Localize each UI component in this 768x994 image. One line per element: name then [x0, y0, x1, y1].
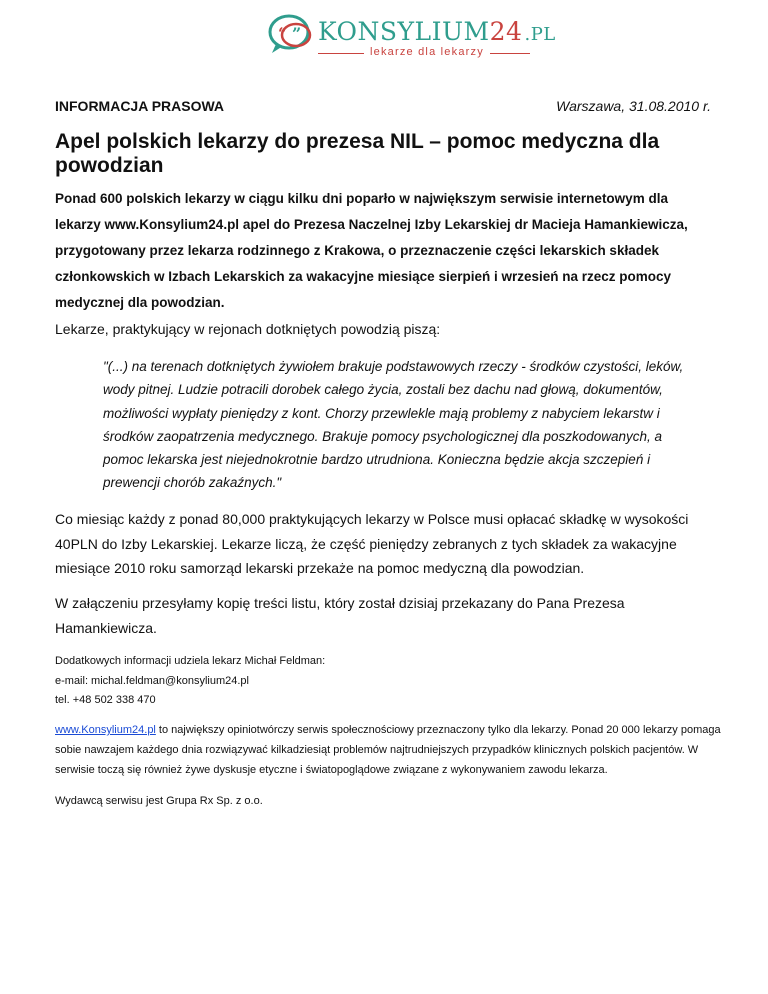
publisher-note: Wydawcą serwisu jest Grupa Rx Sp. z o.o.: [55, 795, 263, 807]
konsylium24-logo: [268, 11, 556, 58]
doctors-quote: "(...) na terenach dotkniętych żywiołem brakuje podstawowych rzeczy - środków czystości, leków, wody pitnej. Ludzie potracili dorobek całego życia, zostali bez dachu nad głową, dokumentów, możliwości wypłaty pieniędzy z kont. Chorzy przewlekle mają problemy z nabyciem lekarstw i środków zaopatrzenia medycznego. Brakuje pomocy psychologicznej dla poszkodowanych, a pomoc lekarska jest niejednokrotnie bardzo utrudniona. Konieczna będzie akcja szczepień i prewencji chorób zakaźnych.": [103, 359, 684, 491]
svg-text:“: “: [278, 24, 288, 43]
contact-person: Dodatkowych informacji udziela lekarz Michał Feldman:: [55, 655, 326, 667]
contact-phone: tel. +48 502 338 470: [55, 694, 156, 706]
attachment-paragraph: W załączeniu przesyłamy kopię treści listu, który został dzisiaj przekazany do Pana Prezesa Hamankiewicza.: [55, 595, 625, 636]
logo-tagline: lekarze dla lekarzy: [370, 46, 484, 58]
lead-paragraph: Ponad 600 polskich lekarzy w ciągu kilku dni poparło w największym serwisie internetowym dla lekarzy www.Konsylium24.pl apel do Prezesa Naczelnej Izby Lekarskiej dr Macieja Hamankiewicza, przygotowany przez lekarza rodzinnego z Krakowa, o przeznaczenie części lekarskich składek członkowskich w Izbach Lekarskich za wakacyjne miesiące sierpień i wrzesień na rzecz pomocy medycznej dla powodzian.: [55, 191, 688, 310]
membership-fee-paragraph: Co miesiąc każdy z ponad 80,000 praktykujących lekarzy w Polsce musi opłacać składkę w wysokości 40PLN do Izby Lekarskiej. Lekarze liczą, że część pieniędzy zebranych z tych składek za wakacyjne miesiące 2010 roku samorząd lekarski przekaże na pomoc medyczną dla powodzian.: [55, 511, 689, 576]
about-description: to największy opiniotwórczy serwis społecznościowy przeznaczony tylko dla lekarzy. Ponad 20 000 lekarzy pomaga sobie nawzajem każdego dnia rozwiązywać kilkadziesiąt problemów najtrudniejszych przypadków klinicznych polskich pacjentów. W serwisie toczą się również żywe dyskusje etyczne i światopoglądowe związane z wykonywaniem zawodu lekarza.: [55, 724, 721, 776]
place-and-date: Warszawa, 31.08.2010 r.: [556, 98, 711, 114]
about-service: [55, 720, 723, 780]
document-type-label: INFORMACJA PRASOWA: [55, 98, 225, 114]
logo-wordmark: KONSYLIUM24 .PL: [318, 17, 556, 46]
svg-text:”: ”: [292, 24, 302, 43]
press-release-title: Apel polskich lekarzy do prezesa NIL – pomoc medyczna dla powodzian: [55, 130, 660, 177]
contact-info: [55, 652, 715, 711]
logo-divider-left: [318, 53, 364, 54]
logo-divider-right: [490, 53, 530, 54]
quote-intro: Lekarze, praktykujący w rejonach dotkniętych powodzią piszą:: [55, 321, 441, 337]
logo-tagline-row: [318, 48, 530, 60]
konsylium24-link[interactable]: www.Konsylium24.pl: [55, 724, 156, 736]
speech-bubbles-icon: [268, 11, 316, 55]
contact-email: e-mail: michal.feldman@konsylium24.pl: [55, 674, 249, 687]
